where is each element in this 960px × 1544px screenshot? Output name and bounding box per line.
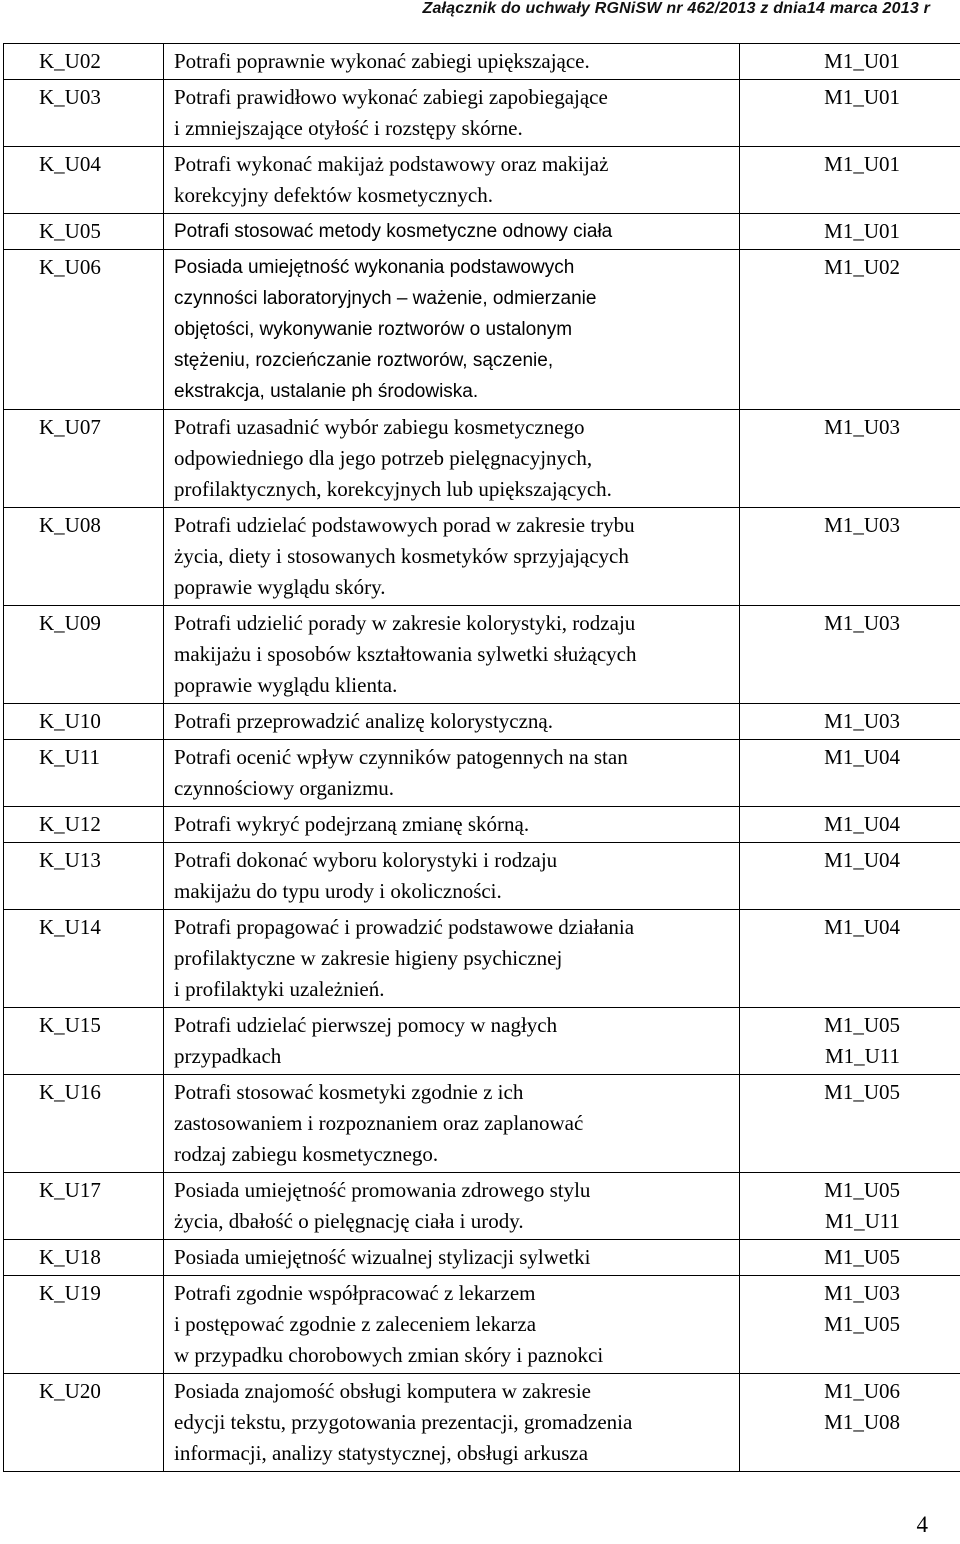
area-effect-code [740, 80, 960, 147]
effect-code-line: M1_U01 [824, 85, 900, 109]
effect-code-line: M1_U03 [824, 1281, 900, 1305]
table-row [4, 147, 960, 214]
effect-code-line: M1_U04 [824, 812, 900, 836]
outcome-description [164, 508, 740, 606]
outcome-code: K_U06 [4, 250, 164, 410]
table-row [4, 843, 960, 910]
table-row [4, 1374, 960, 1472]
area-effect-code [740, 410, 960, 508]
outcome-description [164, 147, 740, 214]
outcome-code: K_U09 [4, 606, 164, 704]
description-line: edycji tekstu, przygotowania prezentacji, gromadzenia [174, 1410, 633, 1434]
outcome-code: K_U13 [4, 843, 164, 910]
area-effect-code [740, 1240, 960, 1276]
description-line: Potrafi udzielać pierwszej pomocy w nagłych [174, 1013, 558, 1037]
area-effect-code [740, 1173, 960, 1240]
description-line: rodzaj zabiegu kosmetycznego. [174, 1142, 439, 1166]
description-line: Potrafi ocenić wpływ czynników patogennych na stan [174, 745, 628, 769]
area-effect-code [740, 1075, 960, 1173]
table-row [4, 1075, 960, 1173]
area-effect-code [740, 1374, 960, 1472]
table-row [4, 1276, 960, 1374]
effect-code-line: M1_U02 [824, 255, 900, 279]
outcome-description [164, 410, 740, 508]
effect-code-line: M1_U05 [824, 1080, 900, 1104]
outcome-code: K_U03 [4, 80, 164, 147]
description-line: Potrafi prawidłowo wykonać zabiegi zapobiegające [174, 85, 608, 109]
description-line: objętości, wykonywanie roztworów o ustalonym [174, 319, 573, 340]
outcome-code: K_U14 [4, 910, 164, 1008]
outcome-description [164, 704, 740, 740]
description-line: Potrafi przeprowadzić analizę kolorystyczną. [174, 709, 553, 733]
area-effect-code [740, 704, 960, 740]
area-effect-code [740, 843, 960, 910]
outcome-code: K_U11 [4, 740, 164, 807]
outcome-description [164, 1075, 740, 1173]
outcome-code: K_U04 [4, 147, 164, 214]
table-row [4, 214, 960, 250]
description-line: i zmniejszające otyłość i rozstępy skórne. [174, 116, 523, 140]
effect-code-line: M1_U08 [824, 1410, 900, 1434]
description-line: Potrafi udzielić porady w zakresie kolorystyki, rodzaju [174, 611, 636, 635]
description-line: Potrafi poprawnie wykonać zabiegi upiększające. [174, 49, 590, 73]
description-line: Posiada umiejętność promowania zdrowego stylu [174, 1178, 591, 1202]
description-line: Posiada umiejętność wizualnej stylizacji sylwetki [174, 1245, 591, 1269]
outcome-description [164, 807, 740, 843]
outcome-code: K_U19 [4, 1276, 164, 1374]
effect-code-line: M1_U06 [824, 1379, 900, 1403]
effect-code-line: M1_U03 [824, 611, 900, 635]
area-effect-code [740, 740, 960, 807]
effect-code-line: M1_U05 [824, 1178, 900, 1202]
description-line: makijażu i sposobów kształtowania sylwetki służących [174, 642, 637, 666]
description-line: Potrafi udzielać podstawowych porad w zakresie trybu [174, 513, 635, 537]
table-body [4, 44, 960, 1472]
outcome-code: K_U16 [4, 1075, 164, 1173]
outcome-description [164, 1173, 740, 1240]
effect-code-line: M1_U05 [824, 1245, 900, 1269]
outcome-code: K_U10 [4, 704, 164, 740]
table-row [4, 910, 960, 1008]
description-line: i postępować zgodnie z zaleceniem lekarza [174, 1312, 537, 1336]
table-row [4, 80, 960, 147]
description-line: odpowiedniego dla jego potrzeb pielęgnacyjnych, [174, 446, 593, 470]
description-line: Posiada umiejętność wykonania podstawowych [174, 257, 575, 278]
outcome-code: K_U20 [4, 1374, 164, 1472]
table-row [4, 704, 960, 740]
description-line: informacji, analizy statystycznej, obsługi arkusza [174, 1441, 589, 1465]
area-effect-code [740, 147, 960, 214]
description-line: życia, dbałość o pielęgnację ciała i urody. [174, 1209, 524, 1233]
outcome-description [164, 1240, 740, 1276]
outcome-description [164, 606, 740, 704]
area-effect-code [740, 807, 960, 843]
area-effect-code [740, 44, 960, 80]
outcome-description [164, 1008, 740, 1075]
description-line: i profilaktyki uzależnień. [174, 977, 385, 1001]
description-line: Potrafi uzasadnić wybór zabiegu kosmetycznego [174, 415, 585, 439]
effect-code-line: M1_U11 [824, 1044, 900, 1068]
table-row [4, 606, 960, 704]
outcome-code: K_U07 [4, 410, 164, 508]
description-line: Potrafi zgodnie współpracować z lekarzem [174, 1281, 536, 1305]
description-line: przypadkach [174, 1044, 282, 1068]
area-effect-code [740, 508, 960, 606]
effect-code-line: M1_U03 [824, 415, 900, 439]
description-line: makijażu do typu urody i okoliczności. [174, 879, 502, 903]
outcome-code: K_U05 [4, 214, 164, 250]
outcome-description [164, 843, 740, 910]
outcome-description [164, 80, 740, 147]
effect-code-line: M1_U03 [824, 513, 900, 537]
outcome-description [164, 214, 740, 250]
effect-code-line: M1_U05 [824, 1312, 900, 1336]
effect-code-line: M1_U04 [824, 848, 900, 872]
outcome-code: K_U15 [4, 1008, 164, 1075]
outcome-code: K_U02 [4, 44, 164, 80]
description-line: ekstrakcja, ustalanie ph środowiska. [174, 381, 479, 402]
table-row [4, 508, 960, 606]
table-row [4, 807, 960, 843]
outcome-description [164, 250, 740, 410]
table-row [4, 44, 960, 80]
area-effect-code [740, 910, 960, 1008]
effect-code-line: M1_U01 [824, 219, 900, 243]
outcome-description [164, 44, 740, 80]
area-effect-code [740, 606, 960, 704]
description-line: Potrafi dokonać wyboru kolorystyki i rodzaju [174, 848, 558, 872]
description-line: Posiada znajomość obsługi komputera w zakresie [174, 1379, 591, 1403]
table-row [4, 250, 960, 410]
description-line: korekcyjny defektów kosmetycznych. [174, 183, 493, 207]
description-line: czynności laboratoryjnych – ważenie, odmierzanie [174, 288, 597, 309]
area-effect-code [740, 250, 960, 410]
description-line: profilaktyczne w zakresie higieny psychicznej [174, 946, 563, 970]
outcome-description [164, 910, 740, 1008]
effect-code-line: M1_U01 [824, 152, 900, 176]
effect-code-line: M1_U05 [824, 1013, 900, 1037]
outcome-code: K_U12 [4, 807, 164, 843]
description-line: Potrafi stosować metody kosmetyczne odnowy ciała [174, 221, 613, 242]
description-line: zastosowaniem i rozpoznaniem oraz zaplanować [174, 1111, 584, 1135]
area-effect-code [740, 1008, 960, 1075]
document-header: Załącznik do uchwały RGNiSW nr 462/2013 z dnia14 marca 2013 r [422, 0, 930, 17]
effect-code-line: M1_U11 [824, 1209, 900, 1233]
description-line: Potrafi propagować i prowadzić podstawowe działania [174, 915, 635, 939]
area-effect-code [740, 1276, 960, 1374]
learning-outcomes-table [3, 43, 960, 1472]
table-row [4, 1173, 960, 1240]
table-row [4, 740, 960, 807]
outcome-code: K_U18 [4, 1240, 164, 1276]
page-number: 4 [916, 1512, 928, 1537]
description-line: poprawie wyglądu klienta. [174, 673, 398, 697]
table-row [4, 1240, 960, 1276]
outcome-description [164, 740, 740, 807]
description-line: stężeniu, rozcieńczanie roztworów, sączenie, [174, 350, 554, 371]
description-line: Potrafi stosować kosmetyki zgodnie z ich [174, 1080, 524, 1104]
description-line: czynnościowy organizmu. [174, 776, 395, 800]
description-line: Potrafi wykryć podejrzaną zmianę skórną. [174, 812, 530, 836]
outcome-description [164, 1374, 740, 1472]
effect-code-line: M1_U01 [824, 49, 900, 73]
effect-code-line: M1_U04 [824, 745, 900, 769]
description-line: poprawie wyglądu skóry. [174, 575, 386, 599]
effect-code-line: M1_U03 [824, 709, 900, 733]
table-row [4, 410, 960, 508]
description-line: w przypadku chorobowych zmian skóry i paznokci [174, 1343, 604, 1367]
outcome-code: K_U08 [4, 508, 164, 606]
outcome-code: K_U17 [4, 1173, 164, 1240]
description-line: życia, diety i stosowanych kosmetyków sprzyjających [174, 544, 629, 568]
description-line: profilaktycznych, korekcyjnych lub upiększających. [174, 477, 612, 501]
description-line: Potrafi wykonać makijaż podstawowy oraz makijaż [174, 152, 609, 176]
outcome-description [164, 1276, 740, 1374]
effect-code-line: M1_U04 [824, 915, 900, 939]
area-effect-code [740, 214, 960, 250]
table-row [4, 1008, 960, 1075]
